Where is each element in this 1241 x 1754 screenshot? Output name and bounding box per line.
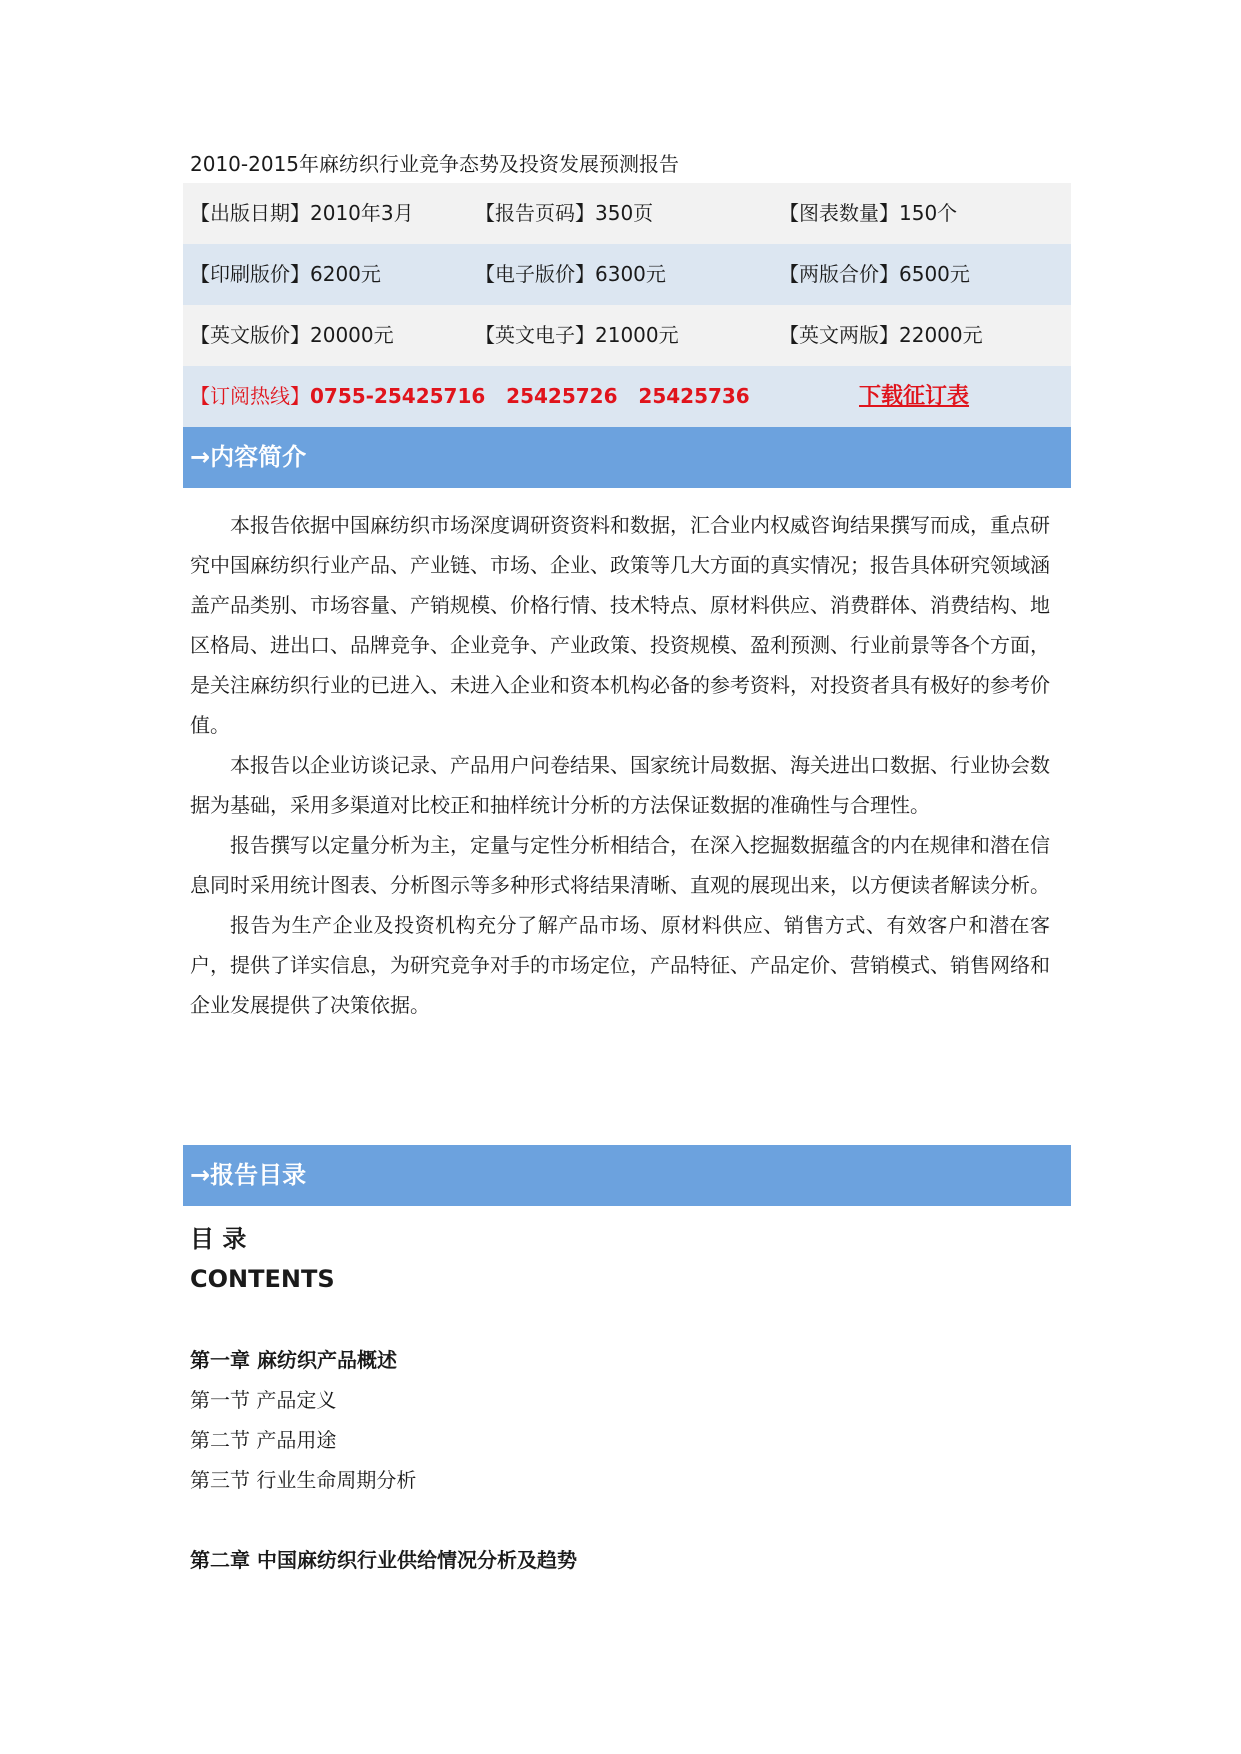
toc-section-item: 第二节 产品用途 <box>190 1428 337 1452</box>
page-count-value: 350页 <box>595 201 654 225</box>
download-order-form-link[interactable]: 下载征订表 <box>859 384 970 409</box>
intro-text <box>190 505 1050 1025</box>
toc-section-item: 第一节 产品定义 <box>190 1388 337 1412</box>
intro-paragraph: 报告撰写以定量分析为主，定量与定性分析相结合，在深入挖掘数据蕴含的内在规律和潜在信息同时采用统计图表、分析图示等多种形式将结果清晰、直观的展现出来，以方便读者解读分析。 <box>190 833 1050 897</box>
electronic-price-value: 6300元 <box>595 262 666 286</box>
print-price-cell <box>190 244 381 305</box>
combined-price-cell <box>779 244 970 305</box>
toc-heading-cn: 目 录 <box>190 1225 247 1253</box>
toc-chapter-1: 第一章 麻纺织产品概述 <box>190 1348 397 1372</box>
intro-paragraph: 本报告依据中国麻纺织市场深度调研资资料和数据，汇合业内权威咨询结果撰写而成，重点研究中国麻纺织行业产品、产业链、市场、企业、政策等几大方面的真实情况；报告具体研究领域涵盖产品类别、市场容量、产销规模、价格行情、技术特点、原材料供应、消费群体、消费结构、地区格局、进出口、品牌竞争、企业竞争、产业政策、投资规模、盈利预测、行业前景等各个方面，是关注麻纺织行业的已进入、未进入企业和资本机构必备的参考资料，对投资者具有极好的参考价值。 <box>190 513 1050 737</box>
page-count-label: 【报告页码】 <box>475 201 595 225</box>
english-electronic-value: 21000元 <box>595 323 679 347</box>
english-electronic-label: 【英文电子】 <box>475 323 595 347</box>
combined-price-value: 6500元 <box>899 262 970 286</box>
toc-section-header: →报告目录 <box>183 1145 1071 1206</box>
report-info-table <box>183 183 1071 427</box>
info-row-hotline <box>183 366 1071 427</box>
combined-price-label: 【两版合价】 <box>779 262 899 286</box>
toc-heading-en: CONTENTS <box>190 1265 335 1293</box>
electronic-price-cell <box>475 244 666 305</box>
publish-date-value: 2010年3月 <box>310 201 414 225</box>
chart-count-label: 【图表数量】 <box>779 201 899 225</box>
english-price-value: 20000元 <box>310 323 394 347</box>
report-title: 2010-2015年麻纺织行业竞争态势及投资发展预测报告 <box>190 152 680 176</box>
publish-date-label: 【出版日期】 <box>190 201 310 225</box>
hotline-cell <box>190 366 750 427</box>
publish-date-cell <box>190 183 414 244</box>
english-combined-label: 【英文两版】 <box>779 323 899 347</box>
print-price-label: 【印刷版价】 <box>190 262 310 286</box>
english-electronic-cell <box>475 305 679 366</box>
chart-count-cell <box>779 183 957 244</box>
toc-section-item: 第三节 行业生命周期分析 <box>190 1468 417 1492</box>
chart-count-value: 150个 <box>899 201 958 225</box>
english-combined-cell <box>779 305 983 366</box>
electronic-price-label: 【电子版价】 <box>475 262 595 286</box>
english-price-label: 【英文版价】 <box>190 323 310 347</box>
print-price-value: 6200元 <box>310 262 381 286</box>
info-row-publication <box>183 183 1071 244</box>
intro-section-header: →内容简介 <box>183 427 1071 488</box>
english-combined-value: 22000元 <box>899 323 983 347</box>
toc-chapter-2: 第二章 中国麻纺织行业供给情况分析及趋势 <box>190 1548 577 1572</box>
hotline-label: 【订阅热线】 <box>190 384 310 408</box>
hotline-numbers: 0755-25425716 25425726 25425736 <box>310 384 750 408</box>
page-count-cell <box>475 183 653 244</box>
english-price-cell <box>190 305 394 366</box>
intro-paragraph: 本报告以企业访谈记录、产品用户问卷结果、国家统计局数据、海关进出口数据、行业协会数据为基础，采用多渠道对比校正和抽样统计分析的方法保证数据的准确性与合理性。 <box>190 753 1050 817</box>
intro-paragraph: 报告为生产企业及投资机构充分了解产品市场、原材料供应、销售方式、有效客户和潜在客户，提供了详实信息，为研究竞争对手的市场定位，产品特征、产品定价、营销模式、销售网络和企业发展提供了决策依据。 <box>190 913 1050 1017</box>
info-row-cn-prices <box>183 244 1071 305</box>
info-row-en-prices <box>183 305 1071 366</box>
